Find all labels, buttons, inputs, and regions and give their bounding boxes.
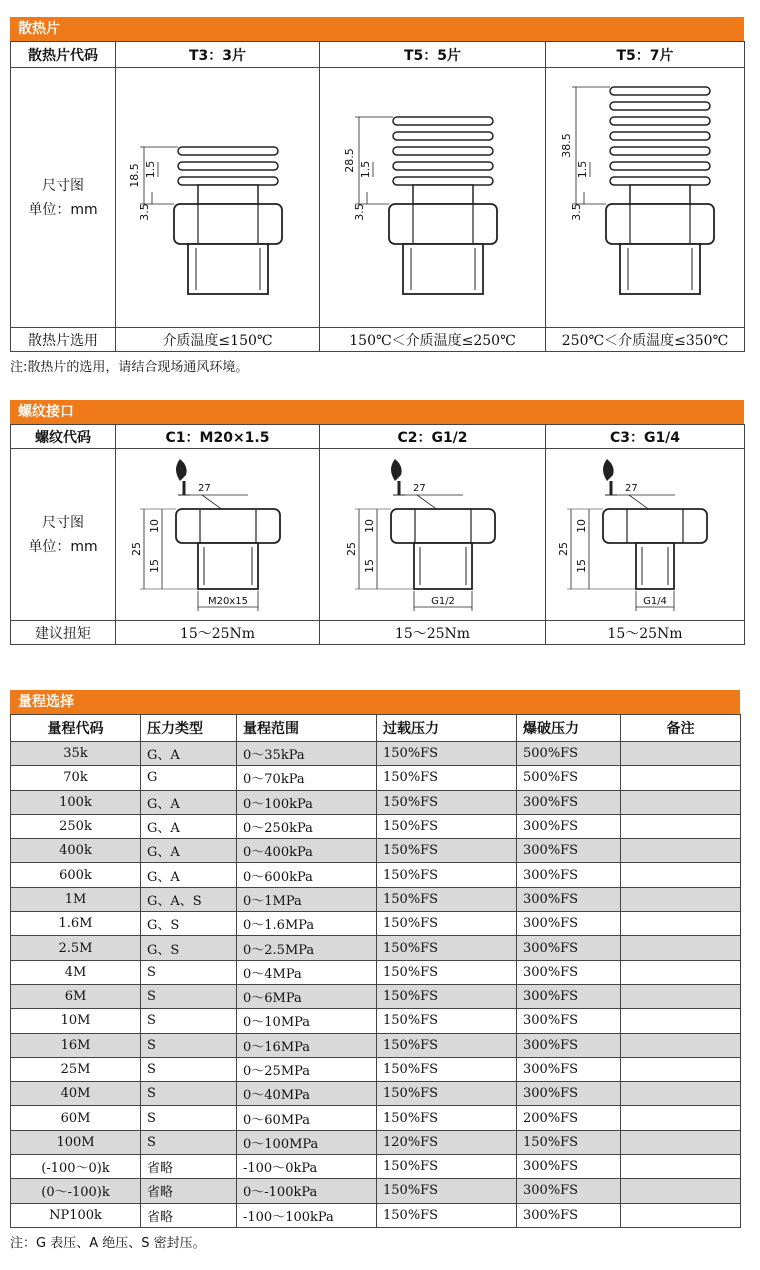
dim-total-label: 25 bbox=[344, 541, 358, 556]
table-cell-code: 60M bbox=[11, 1106, 141, 1130]
thread-diagram-c1 bbox=[116, 449, 320, 621]
table-cell-burst: 500%FS bbox=[517, 766, 621, 790]
heatsink-select-t3: 介质温度≤150℃ bbox=[116, 328, 320, 352]
table-cell-range: 0～35kPa bbox=[237, 742, 377, 766]
table-cell-code: (-100～0)k bbox=[11, 1155, 141, 1179]
table-cell-overload: 150%FS bbox=[377, 960, 517, 984]
dim-label-title: 尺寸图 bbox=[42, 514, 84, 531]
table-cell-type: S bbox=[141, 1082, 237, 1106]
table-cell-code: 6M bbox=[11, 984, 141, 1008]
table-row bbox=[11, 1106, 741, 1130]
table-cell-code: 40M bbox=[11, 1082, 141, 1106]
table-cell-range: 0～1.6MPa bbox=[237, 912, 377, 936]
heatsink-header-code: 散热片代码 bbox=[11, 42, 116, 68]
table-row bbox=[11, 1009, 741, 1033]
dim-label-unit: 单位：mm bbox=[28, 538, 98, 555]
table-cell-code: 250k bbox=[11, 814, 141, 838]
table-cell-code: 2.5M bbox=[11, 936, 141, 960]
dim-height-label: 38.5 bbox=[560, 132, 573, 158]
dim-gap-label: 1.5 bbox=[576, 160, 589, 178]
stem bbox=[630, 185, 690, 204]
table-cell-remark bbox=[621, 887, 741, 911]
hex-nut bbox=[174, 204, 282, 244]
table-cell-code: (0～-100)k bbox=[11, 1179, 141, 1203]
table-cell-range: 0～100MPa bbox=[237, 1130, 377, 1154]
table-cell-overload: 150%FS bbox=[377, 1106, 517, 1130]
table-cell-overload: 150%FS bbox=[377, 742, 517, 766]
heatsink-diagram-t7 bbox=[546, 68, 745, 328]
table-cell-burst: 300%FS bbox=[517, 1179, 621, 1203]
thread-diagram-c3 bbox=[546, 449, 745, 621]
dim-gap-label: 1.5 bbox=[143, 160, 157, 178]
table-row bbox=[11, 863, 741, 887]
heatsink-section-title: 散热片 bbox=[10, 17, 744, 41]
table-cell-remark bbox=[621, 863, 741, 887]
table-cell-overload: 150%FS bbox=[377, 1033, 517, 1057]
fin bbox=[610, 132, 710, 140]
table-cell-type: G、A bbox=[141, 839, 237, 863]
table-cell-range: 0～70kPa bbox=[237, 766, 377, 790]
table-cell-burst: 300%FS bbox=[517, 960, 621, 984]
table-cell-type: S bbox=[141, 984, 237, 1008]
thread-diagram-c2 bbox=[320, 449, 546, 621]
dim-hex-label: 27 bbox=[197, 482, 211, 494]
dim-h2-label: 15 bbox=[575, 558, 588, 573]
table-cell-type: S bbox=[141, 1033, 237, 1057]
table-cell-remark bbox=[621, 839, 741, 863]
table-cell-code: NP100k bbox=[11, 1203, 141, 1227]
table-cell-overload: 150%FS bbox=[377, 1179, 517, 1203]
table-cell-range: 0～4MPa bbox=[237, 960, 377, 984]
range-note: 注：G 表压、A 绝压、S 密封压。 bbox=[10, 1236, 206, 1251]
table-cell-code: 100k bbox=[11, 790, 141, 814]
heatsink-header-t7: T5：7片 bbox=[546, 42, 745, 68]
table-cell-range: 0～2.5MPa bbox=[237, 936, 377, 960]
table-cell-code: 4M bbox=[11, 960, 141, 984]
table-cell-overload: 150%FS bbox=[377, 839, 517, 863]
table-cell-burst: 300%FS bbox=[517, 912, 621, 936]
table-cell-remark bbox=[621, 1033, 741, 1057]
wrench-icon bbox=[603, 459, 614, 481]
table-cell-type: 省略 bbox=[141, 1155, 237, 1179]
heatsink-header-t3: T3：3片 bbox=[116, 42, 320, 68]
thread-dim-label bbox=[11, 449, 116, 621]
table-cell-remark bbox=[621, 1179, 741, 1203]
table-cell-range: 0～25MPa bbox=[237, 1057, 377, 1081]
dim-h1-label: 10 bbox=[362, 518, 376, 533]
dim-gap-label: 1.5 bbox=[358, 160, 372, 178]
dim-h2-label: 15 bbox=[147, 558, 161, 573]
table-cell-code: 70k bbox=[11, 766, 141, 790]
table-cell-code: 35k bbox=[11, 742, 141, 766]
table-cell-range: -100～0kPa bbox=[237, 1155, 377, 1179]
thread-drawing bbox=[555, 451, 735, 619]
table-row bbox=[11, 814, 741, 838]
table-cell-code: 100M bbox=[11, 1130, 141, 1154]
heatsink-diagram-t3 bbox=[116, 68, 320, 328]
thread-torque-label: 建议扭矩 bbox=[11, 621, 116, 645]
table-cell-range: 0～-100kPa bbox=[237, 1179, 377, 1203]
table-cell-overload: 150%FS bbox=[377, 863, 517, 887]
dim-base-label: 3.5 bbox=[352, 202, 366, 221]
heatsink-table bbox=[10, 41, 745, 352]
table-cell-remark bbox=[621, 984, 741, 1008]
table-cell-remark bbox=[621, 1130, 741, 1154]
table-cell-type: G bbox=[141, 766, 237, 790]
table-row bbox=[11, 1155, 741, 1179]
fin bbox=[610, 117, 710, 125]
stem bbox=[413, 185, 473, 204]
table-cell-burst: 300%FS bbox=[517, 839, 621, 863]
table-cell-overload: 150%FS bbox=[377, 887, 517, 911]
table-row bbox=[11, 936, 741, 960]
table-cell-type: G、A bbox=[141, 814, 237, 838]
table-cell-remark bbox=[621, 1106, 741, 1130]
dim-base-label: 3.5 bbox=[137, 202, 151, 221]
table-cell-overload: 150%FS bbox=[377, 1082, 517, 1106]
table-cell-overload: 150%FS bbox=[377, 936, 517, 960]
table-row bbox=[11, 1179, 741, 1203]
table-cell-overload: 120%FS bbox=[377, 1130, 517, 1154]
table-cell-remark bbox=[621, 1057, 741, 1081]
table-row bbox=[11, 1033, 741, 1057]
table-cell-type: 省略 bbox=[141, 1179, 237, 1203]
table-cell-type: S bbox=[141, 1009, 237, 1033]
table-cell-code: 16M bbox=[11, 1033, 141, 1057]
table-cell-burst: 300%FS bbox=[517, 1033, 621, 1057]
table-cell-range: 0～1MPa bbox=[237, 887, 377, 911]
hex-nut bbox=[603, 509, 707, 543]
dim-height-label: 18.5 bbox=[127, 162, 141, 188]
heatsink-note: 注:散热片的选用，请结合现场通风环境。 bbox=[10, 360, 249, 375]
fin bbox=[610, 162, 710, 170]
hex-nut bbox=[391, 509, 495, 543]
table-row bbox=[11, 766, 741, 790]
table-cell-remark bbox=[621, 766, 741, 790]
table-cell-burst: 300%FS bbox=[517, 936, 621, 960]
table-cell-code: 25M bbox=[11, 1057, 141, 1081]
range-col-range: 量程范围 bbox=[237, 715, 377, 742]
table-cell-burst: 500%FS bbox=[517, 742, 621, 766]
table-cell-burst: 300%FS bbox=[517, 1203, 621, 1227]
table-cell-overload: 150%FS bbox=[377, 814, 517, 838]
table-row bbox=[11, 839, 741, 863]
hex-nut bbox=[606, 204, 714, 244]
thread-torque-c2: 15～25Nm bbox=[320, 621, 546, 645]
range-col-overload: 过载压力 bbox=[377, 715, 517, 742]
dim-h1-label: 10 bbox=[575, 518, 588, 533]
table-cell-burst: 300%FS bbox=[517, 1057, 621, 1081]
thread-torque-c1: 15～25Nm bbox=[116, 621, 320, 645]
thread-body bbox=[403, 244, 483, 294]
thread-torque-c3: 15～25Nm bbox=[546, 621, 745, 645]
fin bbox=[393, 117, 493, 125]
table-cell-burst: 300%FS bbox=[517, 863, 621, 887]
table-cell-overload: 150%FS bbox=[377, 1203, 517, 1227]
thread-drawing bbox=[128, 451, 308, 619]
heatsink-drawing bbox=[550, 78, 740, 318]
thread-table bbox=[10, 424, 745, 645]
range-table-body bbox=[11, 742, 741, 1228]
table-cell-range: 0～6MPa bbox=[237, 984, 377, 1008]
wrench-icon bbox=[176, 459, 187, 481]
table-cell-overload: 150%FS bbox=[377, 1155, 517, 1179]
table-cell-remark bbox=[621, 960, 741, 984]
table-cell-type: 省略 bbox=[141, 1203, 237, 1227]
fin bbox=[610, 87, 710, 95]
dim-thread-label: G1/2 bbox=[430, 595, 455, 607]
hex-nut bbox=[176, 509, 280, 543]
thread-body bbox=[188, 244, 268, 294]
thread-header-c3: C3：G1/4 bbox=[546, 425, 745, 449]
table-cell-overload: 150%FS bbox=[377, 912, 517, 936]
table-cell-code: 600k bbox=[11, 863, 141, 887]
thread-header-code: 螺纹代码 bbox=[11, 425, 116, 449]
table-cell-burst: 300%FS bbox=[517, 1155, 621, 1179]
table-cell-burst: 150%FS bbox=[517, 1130, 621, 1154]
thread-body bbox=[198, 543, 258, 589]
table-cell-code: 10M bbox=[11, 1009, 141, 1033]
table-row bbox=[11, 742, 741, 766]
range-col-burst: 爆破压力 bbox=[517, 715, 621, 742]
heatsink-diagram-t5 bbox=[320, 68, 546, 328]
range-col-code: 量程代码 bbox=[11, 715, 141, 742]
hex-nut bbox=[389, 204, 497, 244]
heatsink-select-t7: 250℃＜介质温度≤350℃ bbox=[546, 328, 745, 352]
table-cell-range: -100～100kPa bbox=[237, 1203, 377, 1227]
table-cell-remark bbox=[621, 936, 741, 960]
fin bbox=[178, 177, 278, 185]
table-row bbox=[11, 887, 741, 911]
table-cell-remark bbox=[621, 1155, 741, 1179]
table-row bbox=[11, 1130, 741, 1154]
dim-base-label: 3.5 bbox=[570, 202, 583, 221]
thread-header-c2: C2：G1/2 bbox=[320, 425, 546, 449]
dim-h1-label: 10 bbox=[147, 518, 161, 533]
dim-label-title: 尺寸图 bbox=[42, 177, 84, 194]
table-cell-burst: 300%FS bbox=[517, 887, 621, 911]
table-cell-range: 0～100kPa bbox=[237, 790, 377, 814]
fin bbox=[178, 147, 278, 155]
fin bbox=[393, 177, 493, 185]
heatsink-drawing bbox=[333, 78, 533, 318]
dim-thread-label: M20x15 bbox=[207, 595, 248, 607]
heatsink-dim-label bbox=[11, 68, 116, 328]
thread-body bbox=[620, 244, 700, 294]
table-row bbox=[11, 1057, 741, 1081]
table-cell-type: S bbox=[141, 1130, 237, 1154]
table-cell-burst: 300%FS bbox=[517, 790, 621, 814]
range-col-type: 压力类型 bbox=[141, 715, 237, 742]
table-cell-type: S bbox=[141, 1106, 237, 1130]
table-cell-overload: 150%FS bbox=[377, 1009, 517, 1033]
fin bbox=[610, 102, 710, 110]
table-cell-range: 0～10MPa bbox=[237, 1009, 377, 1033]
table-cell-range: 0～250kPa bbox=[237, 814, 377, 838]
table-cell-burst: 300%FS bbox=[517, 1082, 621, 1106]
table-cell-overload: 150%FS bbox=[377, 766, 517, 790]
table-cell-range: 0～600kPa bbox=[237, 863, 377, 887]
table-cell-burst: 300%FS bbox=[517, 1009, 621, 1033]
table-cell-type: G、A bbox=[141, 742, 237, 766]
table-cell-remark bbox=[621, 1009, 741, 1033]
dim-hex-label: 27 bbox=[412, 482, 426, 494]
table-cell-type: S bbox=[141, 1057, 237, 1081]
range-section-title: 量程选择 bbox=[10, 690, 740, 714]
table-cell-range: 0～40MPa bbox=[237, 1082, 377, 1106]
table-cell-code: 1.6M bbox=[11, 912, 141, 936]
table-cell-overload: 150%FS bbox=[377, 984, 517, 1008]
fin bbox=[393, 162, 493, 170]
table-cell-type: S bbox=[141, 960, 237, 984]
thread-section-title: 螺纹接口 bbox=[10, 400, 744, 424]
table-cell-range: 0～16MPa bbox=[237, 1033, 377, 1057]
fin bbox=[610, 177, 710, 185]
heatsink-drawing bbox=[118, 78, 318, 318]
table-row bbox=[11, 790, 741, 814]
table-cell-remark bbox=[621, 790, 741, 814]
table-cell-remark bbox=[621, 814, 741, 838]
table-cell-range: 0～60MPa bbox=[237, 1106, 377, 1130]
wrench-icon bbox=[391, 459, 402, 481]
range-table bbox=[10, 714, 741, 1228]
range-col-remark: 备注 bbox=[621, 715, 741, 742]
table-cell-burst: 200%FS bbox=[517, 1106, 621, 1130]
table-cell-remark bbox=[621, 1082, 741, 1106]
table-cell-overload: 150%FS bbox=[377, 1057, 517, 1081]
dim-thread-label: G1/4 bbox=[643, 595, 667, 607]
table-cell-type: G、A bbox=[141, 863, 237, 887]
table-row bbox=[11, 1203, 741, 1227]
table-row bbox=[11, 984, 741, 1008]
table-cell-type: G、S bbox=[141, 912, 237, 936]
table-cell-burst: 300%FS bbox=[517, 814, 621, 838]
dim-hex-label: 27 bbox=[625, 482, 638, 494]
table-row bbox=[11, 960, 741, 984]
table-cell-type: G、A、S bbox=[141, 887, 237, 911]
table-cell-code: 400k bbox=[11, 839, 141, 863]
stem bbox=[198, 185, 258, 204]
dim-h2-label: 15 bbox=[362, 558, 376, 573]
dim-total-label: 25 bbox=[129, 541, 143, 556]
fin bbox=[393, 132, 493, 140]
table-cell-overload: 150%FS bbox=[377, 790, 517, 814]
table-cell-remark bbox=[621, 1203, 741, 1227]
table-row bbox=[11, 912, 741, 936]
thread-body bbox=[414, 543, 472, 589]
heatsink-select-t5: 150℃＜介质温度≤250℃ bbox=[320, 328, 546, 352]
dim-label-unit: 单位：mm bbox=[28, 201, 98, 218]
table-cell-code: 1M bbox=[11, 887, 141, 911]
fin bbox=[393, 147, 493, 155]
table-cell-burst: 300%FS bbox=[517, 984, 621, 1008]
dim-height-label: 28.5 bbox=[342, 147, 356, 173]
thread-drawing bbox=[343, 451, 523, 619]
table-cell-type: G、A bbox=[141, 790, 237, 814]
table-cell-range: 0～400kPa bbox=[237, 839, 377, 863]
table-row bbox=[11, 1082, 741, 1106]
heatsink-header-t5: T5：5片 bbox=[320, 42, 546, 68]
heatsink-select-label: 散热片选用 bbox=[11, 328, 116, 352]
fin bbox=[610, 147, 710, 155]
table-cell-remark bbox=[621, 742, 741, 766]
fin bbox=[178, 162, 278, 170]
table-cell-remark bbox=[621, 912, 741, 936]
dim-total-label: 25 bbox=[557, 541, 570, 556]
thread-header-c1: C1：M20×1.5 bbox=[116, 425, 320, 449]
table-cell-type: G、S bbox=[141, 936, 237, 960]
